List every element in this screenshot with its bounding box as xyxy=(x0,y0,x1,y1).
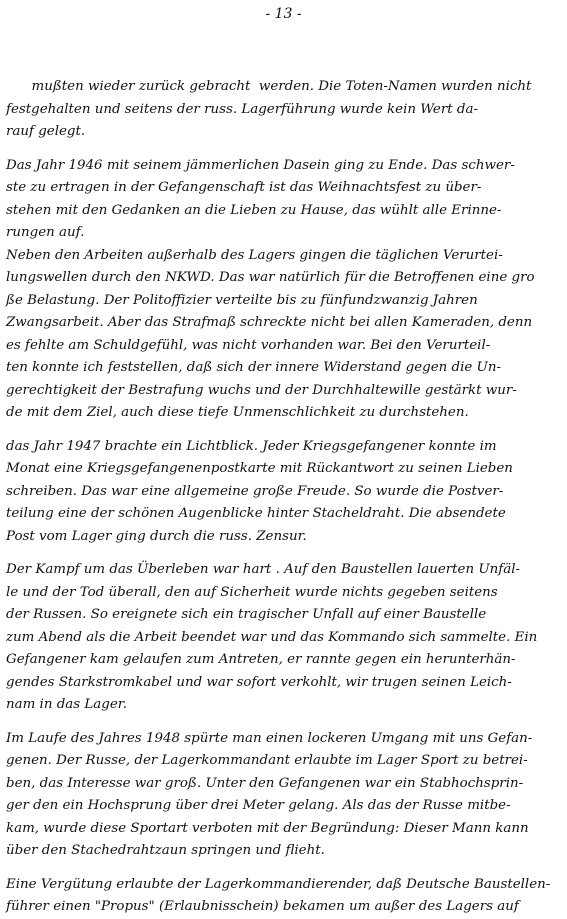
text-line: der Russen. So ereignete sich ein tragischer Unfall auf einer Baustelle xyxy=(6,607,487,622)
text-line: ße Belastung. Der Politoffizier verteilte bis zu fünfundzwanzig Jahren xyxy=(6,292,478,308)
text-line: rungen auf. xyxy=(6,225,85,240)
text-line: zum Abend als die Arbeit beendet war und das Kommando sich sammelte. Ein xyxy=(6,629,538,645)
document-body xyxy=(6,76,561,919)
text-line: ten konnte ich feststellen, daß sich der innere Widerstand gegen die Un- xyxy=(6,360,501,375)
paragraph xyxy=(6,155,561,425)
text-line: ste zu ertragen in der Gefangenschaft ist das Weihnachtsfest zu über- xyxy=(6,180,482,195)
page-number: - 13 - xyxy=(265,6,302,22)
text-line: das Jahr 1947 brachte ein Lichtblick. Jeder Kriegsgefangener konnte im xyxy=(6,438,497,454)
text-line: Der Kampf um das Überleben war hart . Auf den Baustellen lauerten Unfäl- xyxy=(6,562,521,577)
text-line: Post vom Lager ging durch die russ. Zensur. xyxy=(6,528,307,544)
text-line: lungswellen durch den NKWD. Das war natürlich für die Betroffenen eine gro xyxy=(6,270,535,285)
text-line: Monat eine Kriegsgefangenenpostkarte mit Rückantwort zu seinen Lieben xyxy=(6,461,513,476)
text-line: Zwangsarbeit. Aber das Strafmaß schreckte nicht bei allen Kameraden, denn xyxy=(6,315,533,330)
text-line: schreiben. Das war eine allgemeine große Freude. So wurde die Postver- xyxy=(6,483,504,499)
text-line: führer einen "Propus" (Erlaubnisschein) bekamen um außer des Lagers auf xyxy=(6,899,519,914)
text-line: stehen mit den Gedanken an die Lieben zu Hause, das wühlt alle Erinne- xyxy=(6,202,502,218)
text-line: es fehlte am Schuldgefühl, was nicht vorhanden war. Bei den Verurteil- xyxy=(6,337,491,353)
paragraph xyxy=(6,436,561,549)
text-line: Im Laufe des Jahres 1948 spürte man einen lockeren Umgang mit uns Gefan- xyxy=(6,730,533,746)
text-line: gerechtigkeit der Bestrafung wuchs und der Durchhaltewille gestärkt wur- xyxy=(6,382,517,398)
text-line: gendes Starkstromkabel und war sofort verkohlt, wir trugen seinen Leich- xyxy=(6,674,512,690)
text-line: genen. Der Russe, der Lagerkommandant erlaubte im Lager Sport zu betrei- xyxy=(6,753,528,768)
paragraph xyxy=(6,559,561,717)
text-line: mußten wieder zurück gebracht werden. Die Toten-Namen wurden nicht xyxy=(6,79,532,94)
text-line: Gefangener kam gelaufen zum Antreten, er rannte gegen ein herunterhän- xyxy=(6,652,516,667)
text-line: Eine Vergütung erlaubte der Lagerkommandierender, daß Deutsche Baustellen- xyxy=(6,876,551,892)
paragraph xyxy=(6,728,561,863)
text-line: festgehalten und seitens der russ. Lagerführung wurde kein Wert da- xyxy=(6,101,478,117)
text-line: teilung eine der schönen Augenblicke hinter Stacheldraht. Die absendete xyxy=(6,506,506,521)
text-line: de mit dem Ziel, auch diese tiefe Unmenschlichkeit zu durchstehen. xyxy=(6,405,469,420)
text-line: kam, wurde diese Sportart verboten mit der Begründung: Dieser Mann kann xyxy=(6,820,529,836)
text-line: Neben den Arbeiten außerhalb des Lagers gingen die täglichen Verurtei- xyxy=(6,247,503,263)
paragraph xyxy=(6,76,561,144)
paragraph xyxy=(6,874,561,919)
text-line: le und der Tod überall, den auf Sicherheit wurde nichts gegeben seitens xyxy=(6,584,498,600)
text-line: Das Jahr 1946 mit seinem jämmerlichen Dasein ging zu Ende. Das schwer- xyxy=(6,157,515,173)
text-line: nam in das Lager. xyxy=(6,697,127,712)
text-line: rauf gelegt. xyxy=(6,124,86,139)
text-line: ger den ein Hochsprung über drei Meter gelang. Als das der Russe mitbe- xyxy=(6,798,511,813)
text-line: über den Stachedrahtzaun springen und flieht. xyxy=(6,843,325,858)
text-line: ben, das Interesse war groß. Unter den Gefangenen war ein Stabhochsprin- xyxy=(6,775,524,791)
